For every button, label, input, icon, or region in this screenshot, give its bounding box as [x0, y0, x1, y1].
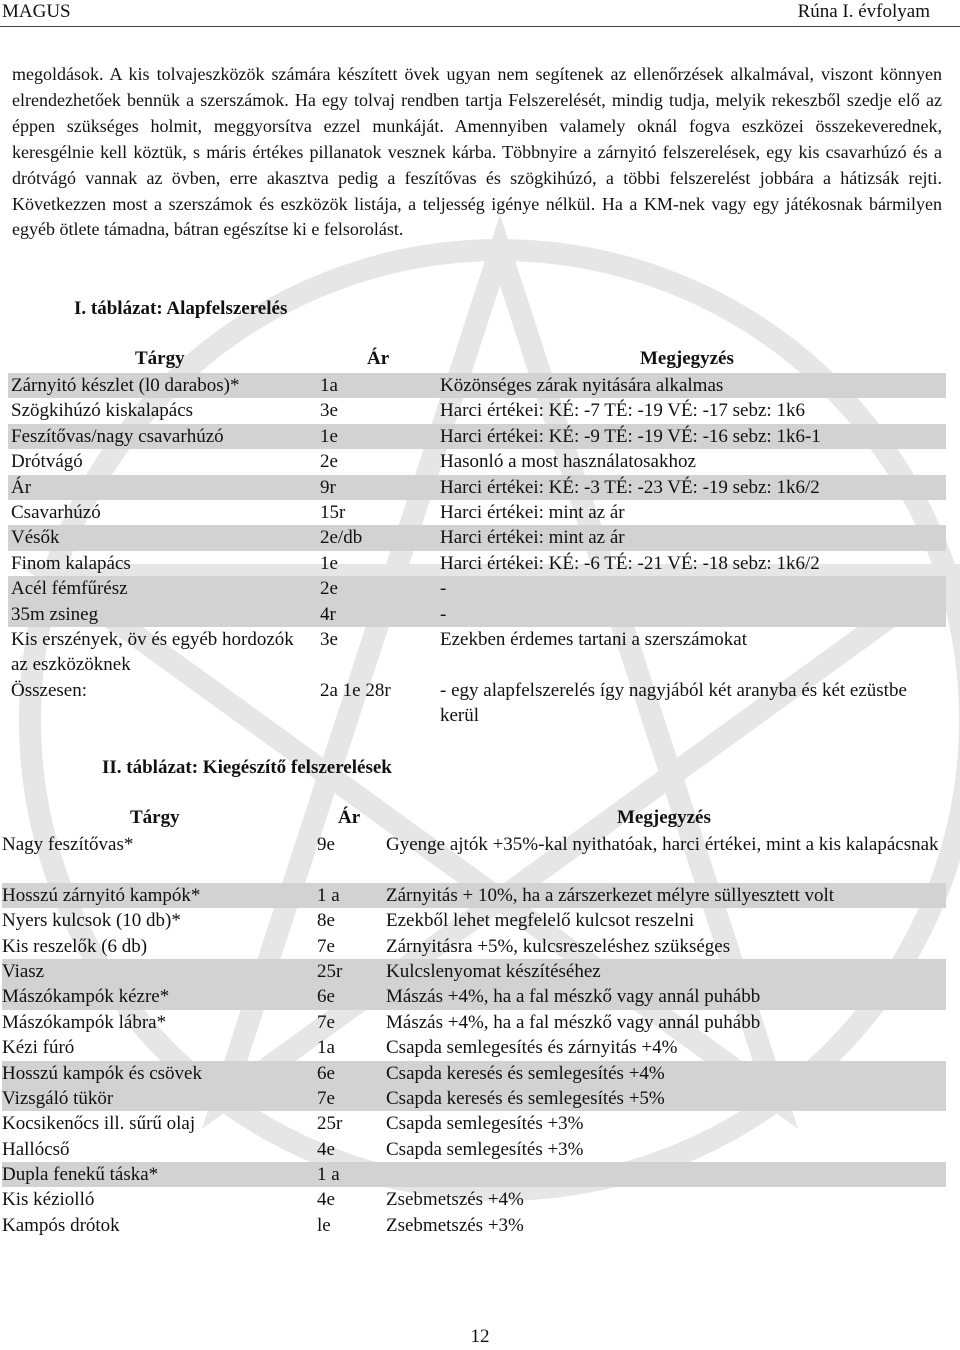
table-row: [2, 1111, 946, 1136]
header-issue: Rúna I. évfolyam: [797, 1, 930, 22]
row-price-cell: 1a: [317, 1037, 335, 1059]
row-price-cell: 3e: [320, 628, 338, 650]
table-row: [2, 934, 946, 959]
table-row: [2, 1187, 946, 1212]
row-price-cell: 1 a: [317, 884, 340, 906]
table1-title: I. táblázat: Alapfelszerelés: [74, 298, 288, 319]
row-note-cell: Harci értékei: mint az ár: [440, 501, 625, 523]
table2-title: II. táblázat: Kiegészítő felszerelések: [102, 757, 392, 778]
table-row: [2, 1035, 946, 1060]
row-price-cell: 8e: [317, 910, 335, 932]
row-note-cell: Csapda semlegesítés és zárnyitás +4%: [386, 1037, 678, 1059]
row-item-cell: Finom kalapács: [11, 552, 131, 574]
row-item-cell: Nyers kulcsok (10 db)*: [2, 910, 181, 932]
row-item-cell: Nagy feszítővas*: [2, 834, 134, 855]
row-price-cell: 1a: [320, 375, 338, 396]
row-note-cell: - egy alapfelszerelés így nagyjából két aranyba és két ezüstbe kerül: [440, 679, 907, 727]
row-item-cell: Hosszú zárnyitó kampók*: [2, 884, 201, 906]
row-price-cell: 7e: [317, 1087, 335, 1109]
row-item-cell: Hallócső: [2, 1138, 70, 1160]
table-row: [8, 449, 946, 474]
table-row: [8, 627, 946, 678]
table-row: [2, 1213, 946, 1238]
row-item-cell: Hosszú kampók és csövek: [2, 1062, 202, 1084]
table-row: [8, 500, 946, 525]
row-price-cell: 2e/db: [320, 527, 363, 549]
row-item-cell: Kézi fúró: [2, 1037, 75, 1059]
row-note-cell: Harci értékei: KÉ: -3 TÉ: -23 VÉ: -19 sebz: 1k6/2: [440, 476, 820, 498]
table-row: [8, 551, 946, 576]
table1-header-note: Megjegyzés: [640, 348, 734, 369]
row-price-cell: 25r: [317, 960, 343, 982]
table1-header-price: Ár: [367, 348, 390, 369]
row-price-cell: 1 a: [317, 1164, 340, 1186]
row-item-cell: Feszítővas/nagy csavarhúzó: [11, 425, 224, 447]
body-paragraph: megoldások. A kis tolvajeszközök számára készített övek ugyan nem segítenek az ellenőrzések alkalmával, viszont könnyen elrendezhetőek bennük a szerszámok. Ha egy tolvaj rendben tartja Felszerelését, mindig tudja, melyik rekeszből szedje elő az éppen szükséges holmit, meggyorsítva ezzel munkáját. Amennyiben valamely oknál fogva eszközei összekeverednek, keresgélnie kell köztük, s máris értékes pillanatok vesznek kárba. Többnyire a zárnyitó felszerelések, egy kis csavarhúzó és a drótvágó vannak az övben, erre akasztva pedig a feszítővas és szögkihúzó, a többi felszerelést jobbára a hátizsák rejti. Következzen most a szerszámok és eszközök listája, a teljesség igénye nélkül. Ha a KM-nek vagy egy játékosnak bármilyen egyéb ötlete támadna, bátran egészítse ki e felsorolást.: [12, 64, 942, 240]
table-row: [2, 908, 946, 933]
row-item-cell: Összesen:: [11, 679, 87, 701]
row-item-cell: Csavarhúzó: [11, 501, 101, 523]
row-item-cell: Kampós drótok: [2, 1214, 120, 1236]
row-note-cell: Közönséges zárak nyitására alkalmas: [440, 375, 724, 396]
row-note-cell: Mászás +4%, ha a fal mészkő vagy annál puhább: [386, 1011, 761, 1033]
row-note-cell: Mászás +4%, ha a fal mészkő vagy annál puhább: [386, 986, 761, 1008]
row-item-cell: Vésők: [11, 527, 60, 549]
table1-body: [8, 373, 946, 729]
table-row: [8, 576, 946, 601]
row-price-cell: 7e: [317, 1011, 335, 1033]
row-note-cell: Csapda keresés és semlegesítés +4%: [386, 1062, 665, 1084]
table-row: [2, 959, 946, 984]
table-row: [2, 1010, 946, 1035]
table-row: [8, 678, 946, 729]
table2-body: [2, 832, 946, 1238]
row-price-cell: 2e: [320, 451, 338, 473]
row-note-cell: Zárnyitásra +5%, kulcsreszeléshez szükséges: [386, 935, 731, 957]
row-note-cell: Gyenge ajtók +35%-kal nyithatóak, harci értékei, mint a kis kalapácsnak: [386, 834, 939, 855]
row-note-cell: Zárnyitás + 10%, ha a zárszerkezet mélyre süllyesztett volt: [386, 884, 835, 906]
row-price-cell: 25r: [317, 1113, 343, 1135]
row-price-cell: 15r: [320, 501, 346, 523]
row-note-cell: Harci értékei: KÉ: -6 TÉ: -21 VÉ: -18 sebz: 1k6/2: [440, 552, 820, 574]
page-header: [0, 0, 960, 27]
table-row: [8, 475, 946, 500]
row-note-cell: Kulcslenyomat készítéséhez: [386, 960, 601, 982]
header-title: MAGUS: [2, 1, 71, 22]
table-row: [8, 373, 946, 398]
row-price-cell: 2a 1e 28r: [320, 679, 391, 701]
row-note-cell: Csapda semlegesítés +3%: [386, 1138, 584, 1160]
row-item-cell: Dupla fenekű táska*: [2, 1164, 159, 1186]
row-price-cell: 1e: [320, 552, 338, 574]
row-item-cell: Kocsikenőcs ill. sűrű olaj: [2, 1113, 196, 1135]
table-row: [2, 1086, 946, 1111]
table1-header-item: Tárgy: [135, 348, 185, 369]
row-note-cell: -: [440, 603, 447, 625]
row-note-cell: Harci értékei: KÉ: -7 TÉ: -19 VÉ: -17 sebz: 1k6: [440, 400, 805, 422]
table-row: [8, 398, 946, 423]
page-number: 12: [470, 1326, 490, 1347]
table-row: [2, 1162, 946, 1187]
row-item-cell: Vizsgáló tükör: [2, 1087, 114, 1109]
table-row: [2, 984, 946, 1009]
table2-header-note: Megjegyzés: [617, 807, 711, 828]
row-note-cell: Zsebmetszés +3%: [386, 1214, 524, 1236]
table-row: [2, 1137, 946, 1162]
row-item-cell: Mászókampók lábra*: [2, 1011, 167, 1033]
row-note-cell: Ezekből lehet megfelelő kulcsot reszelni: [386, 910, 695, 932]
row-note-cell: Hasonló a most használatosakhoz: [440, 451, 696, 473]
row-item-cell: Drótvágó: [11, 451, 83, 473]
row-price-cell: 7e: [317, 935, 335, 957]
row-item-cell: Kis erszények, öv és egyéb hordozók az eszközöknek: [11, 628, 294, 676]
row-price-cell: 6e: [317, 1062, 335, 1084]
row-note-cell: Zsebmetszés +4%: [386, 1189, 524, 1211]
table2-header-price: Ár: [338, 807, 361, 828]
row-note-cell: -: [440, 578, 447, 600]
row-price-cell: le: [317, 1214, 331, 1236]
row-item-cell: Viasz: [2, 960, 45, 982]
table-row: [2, 883, 946, 908]
table-row: [8, 602, 946, 627]
row-price-cell: 4e: [317, 1138, 335, 1160]
row-price-cell: 3e: [320, 400, 338, 422]
table-row: [8, 424, 946, 449]
row-item-cell: Kis reszelők (6 db): [2, 935, 148, 957]
row-note-cell: Harci értékei: KÉ: -9 TÉ: -19 VÉ: -16 sebz: 1k6-1: [440, 425, 821, 447]
row-item-cell: Acél fémfűrész: [11, 578, 128, 600]
row-note-cell: Ezekben érdemes tartani a szerszámokat: [440, 628, 748, 650]
row-item-cell: Kis kéziolló: [2, 1189, 95, 1211]
row-item-cell: Ár: [11, 476, 32, 498]
table2-header-item: Tárgy: [130, 807, 180, 828]
row-item-cell: Szögkihúzó kiskalapács: [11, 400, 194, 422]
row-item-cell: Zárnyitó készlet (l0 darabos)*: [11, 375, 240, 396]
row-note-cell: Harci értékei: mint az ár: [440, 527, 625, 549]
row-price-cell: 4e: [317, 1189, 335, 1211]
row-note-cell: Csapda keresés és semlegesítés +5%: [386, 1087, 665, 1109]
table-row: [2, 1061, 946, 1086]
row-item-cell: Mászókampók kézre*: [2, 986, 170, 1008]
row-price-cell: 2e: [320, 578, 338, 600]
row-price-cell: 1e: [320, 425, 338, 447]
row-price-cell: 9e: [317, 834, 335, 855]
table-row: [2, 832, 946, 883]
row-item-cell: 35m zsineg: [11, 603, 99, 625]
row-price-cell: 6e: [317, 986, 335, 1008]
row-price-cell: 4r: [320, 603, 336, 625]
row-price-cell: 9r: [320, 476, 336, 498]
row-note-cell: Csapda semlegesítés +3%: [386, 1113, 584, 1135]
table-row: [8, 525, 946, 550]
